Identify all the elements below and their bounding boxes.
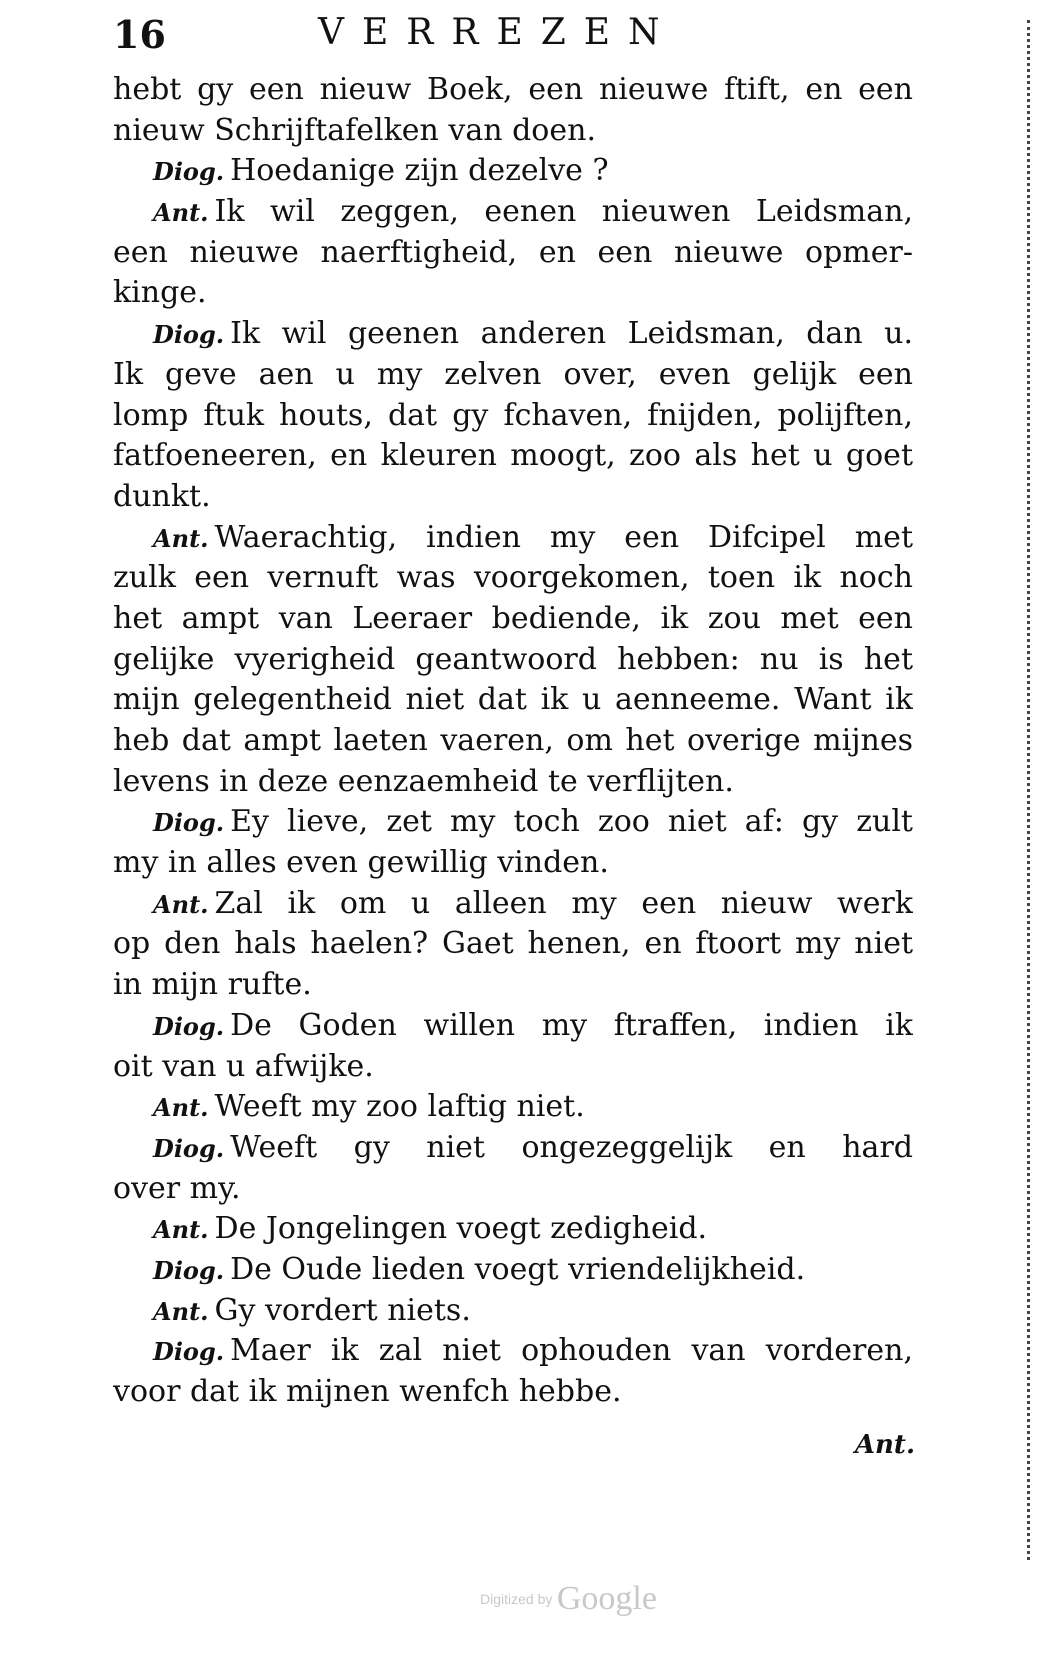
text-line: [113, 721, 913, 762]
dialogue-line: [113, 884, 913, 925]
line-text: oit van u afwijke.: [113, 1048, 374, 1084]
page-header: [113, 12, 913, 62]
line-text: fatfoeneeren, en kleuren moogt, zoo als het u goet: [113, 438, 913, 474]
text-line: [113, 1047, 913, 1088]
running-head: VERREZEN: [318, 12, 678, 53]
dialogue-line: [113, 151, 913, 192]
line-text: voor dat ik mijnen wenfch hebbe.: [113, 1374, 622, 1409]
dialogue-line: [113, 1087, 913, 1128]
dialogue-line: [113, 1006, 913, 1047]
dialogue-line: [113, 314, 913, 355]
body-text: [113, 70, 913, 1413]
dialogue-line: [113, 1250, 913, 1291]
line-text: Hoedanige zijn dezelve ?: [230, 153, 609, 189]
dialogue-line: [113, 1331, 913, 1372]
speaker-label: Diog.: [153, 1133, 225, 1163]
speaker-label: Diog.: [153, 808, 225, 838]
line-text: levens in deze eenzaemheid te verflijten.: [113, 763, 734, 799]
line-text: my in alles even gewillig vinden.: [113, 845, 609, 881]
line-text: Ik wil zeggen, eenen nieuwen Leidsman,: [214, 194, 913, 230]
line-text: zulk een vernuft was voorgekomen, toen ik noch: [113, 560, 913, 596]
text-line: [113, 1372, 913, 1413]
speaker-label: Ant.: [153, 889, 209, 919]
text-line: [113, 640, 913, 681]
line-text: Weeft my zoo laftig niet.: [214, 1089, 585, 1125]
line-text: Ik geve aen u my zelven over, even gelijk een: [113, 356, 913, 392]
line-text: heb dat ampt laeten vaeren, om het overige mijnes: [113, 723, 913, 758]
line-text: hebt gy een nieuw Boek, een nieuwe ftift, en een: [113, 72, 913, 107]
speaker-label: Diog.: [153, 1255, 225, 1285]
line-text: kinge.: [113, 275, 207, 311]
line-text: nieuw Schrijftafelken van doen.: [113, 112, 596, 148]
text-line: [113, 233, 913, 274]
text-line: [113, 477, 913, 518]
speaker-label: Diog.: [153, 1337, 225, 1367]
dialogue-line: [113, 1291, 913, 1332]
text-line: [113, 843, 913, 884]
speaker-label: Ant.: [153, 1296, 209, 1326]
line-text: een nieuwe naerftigheid, en een nieuwe opmer-: [113, 234, 913, 270]
line-text: op den hals haelen? Gaet henen, en ftoort my niet: [113, 926, 913, 962]
text-line: [113, 111, 913, 152]
page-number: 16: [113, 12, 166, 57]
speaker-label: Ant.: [153, 1215, 209, 1245]
speaker-label: Diog.: [153, 1011, 225, 1041]
text-line: [113, 273, 913, 314]
dialogue-line: [113, 518, 913, 559]
line-text: Waerachtig, indien my een Difcipel met: [214, 519, 913, 555]
dialogue-line: [113, 192, 913, 233]
gutter-edge: [1027, 20, 1030, 1560]
line-text: Weeft gy niet ongezeggelijk en hard: [230, 1129, 913, 1165]
text-line: [113, 680, 913, 721]
speaker-label: Ant.: [153, 1093, 209, 1123]
speaker-label: Diog.: [153, 320, 225, 350]
line-text: De Oude lieden voegt vriendelijkheid.: [230, 1251, 806, 1287]
line-text: het ampt van Leeraer bediende, ik zou met een: [113, 600, 913, 636]
line-text: dunkt.: [113, 478, 211, 514]
watermark-logo-text: Google: [556, 1580, 657, 1617]
speaker-label: Diog.: [153, 157, 225, 187]
line-text: Maer ik zal niet ophouden van vorderen,: [230, 1333, 913, 1369]
text-line: [113, 1169, 913, 1210]
text-line: [113, 762, 913, 803]
digitized-watermark: [480, 1580, 657, 1618]
line-text: Ey lieve, zet my toch zoo niet af: gy zult: [230, 804, 913, 840]
line-text: Gy vordert niets.: [214, 1292, 471, 1328]
text-line: [113, 70, 913, 111]
dialogue-line: [113, 802, 913, 843]
line-text: mijn gelegentheid niet dat ik u aenneeme. Want ik: [113, 682, 913, 718]
text-line: [113, 965, 913, 1006]
watermark-small-text: Digitized by: [480, 1591, 553, 1607]
line-text: De Jongelingen voegt zedigheid.: [214, 1211, 708, 1247]
line-text: lomp ftuk houts, dat gy fchaven, fnijden, polijften,: [113, 397, 913, 433]
dialogue-line: [113, 1209, 913, 1250]
text-line: [113, 558, 913, 599]
text-line: [113, 355, 913, 396]
speaker-label: Ant.: [153, 198, 209, 228]
line-text: Ik wil geenen anderen Leidsman, dan u.: [230, 316, 913, 352]
speaker-label: Ant.: [153, 523, 209, 553]
line-text: De Goden willen my ftraffen, indien ik: [230, 1007, 913, 1043]
line-text: over my.: [113, 1170, 241, 1206]
text-line: [113, 436, 913, 477]
text-line: [113, 396, 913, 437]
line-text: gelijke vyerigheid geantwoord hebben: nu is het: [113, 641, 913, 677]
dialogue-line: [113, 1128, 913, 1169]
catchword: Ant.: [854, 1430, 915, 1460]
text-line: [113, 599, 913, 640]
line-text: Zal ik om u alleen my een nieuw werk: [214, 885, 913, 921]
line-text: in mijn rufte.: [113, 967, 312, 1003]
text-line: [113, 924, 913, 965]
